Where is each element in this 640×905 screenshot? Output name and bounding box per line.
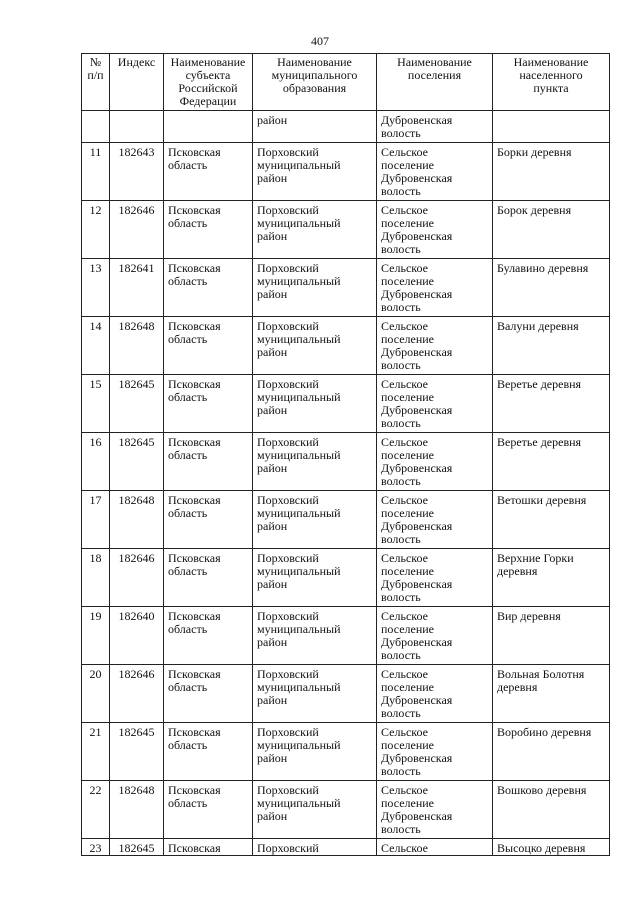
cell-municipality: Порховский муниципальный район (253, 607, 377, 665)
cell-settlement: Сельское поселение Дубровенская волость (377, 375, 493, 433)
cell-locality: Воробино деревня (493, 723, 610, 781)
cell-index: 182645 (110, 433, 164, 491)
cell-locality: Борки деревня (493, 143, 610, 201)
cell-subject: Псковская область (164, 607, 253, 665)
cell-locality: Вольная Болотня деревня (493, 665, 610, 723)
cell-municipality: Порховский муниципальный район (253, 723, 377, 781)
cell-settlement: Сельское поселение Дубровенская волость (377, 607, 493, 665)
cell-subject: Псковская (164, 839, 253, 856)
cell-locality: Ветошки деревня (493, 491, 610, 549)
cell-municipality: Порховский (253, 839, 377, 856)
cell-subject: Псковская область (164, 201, 253, 259)
header-settlement: Наименование поселения (377, 54, 493, 111)
table-row (82, 433, 610, 491)
cell-locality: Веретье деревня (493, 433, 610, 491)
cell-locality: Веретье деревня (493, 375, 610, 433)
table-row (82, 491, 610, 549)
cell-locality (493, 111, 610, 143)
header-municipality: Наименование муниципального образования (253, 54, 377, 111)
table-row-continuation (82, 111, 610, 143)
page-number: 407 (311, 34, 329, 48)
cell-subject: Псковская область (164, 259, 253, 317)
table-row (82, 317, 610, 375)
cell-subject (164, 111, 253, 143)
cell-number: 15 (82, 375, 110, 433)
cell-municipality: Порховский муниципальный район (253, 375, 377, 433)
cell-locality: Валуни деревня (493, 317, 610, 375)
settlements-table (81, 53, 610, 856)
cell-settlement: Сельское поселение Дубровенская волость (377, 259, 493, 317)
cell-subject: Псковская область (164, 433, 253, 491)
cell-municipality: район (253, 111, 377, 143)
table-header-row (82, 54, 610, 111)
cell-municipality: Порховский муниципальный район (253, 259, 377, 317)
cell-number: 21 (82, 723, 110, 781)
cell-subject: Псковская область (164, 143, 253, 201)
cell-number: 14 (82, 317, 110, 375)
cell-index: 182648 (110, 317, 164, 375)
cell-index: 182645 (110, 723, 164, 781)
cell-locality: Вир деревня (493, 607, 610, 665)
header-locality: Наименование населенного пункта (493, 54, 610, 111)
table-row (82, 259, 610, 317)
cell-subject: Псковская область (164, 549, 253, 607)
cell-settlement: Сельское поселение Дубровенская волость (377, 433, 493, 491)
cell-settlement: Сельское поселение Дубровенская волость (377, 143, 493, 201)
cell-index: 182646 (110, 665, 164, 723)
cell-number: 19 (82, 607, 110, 665)
cell-number: 12 (82, 201, 110, 259)
cell-locality: Булавино деревня (493, 259, 610, 317)
cell-settlement: Сельское (377, 839, 493, 856)
table-row-partial (82, 839, 610, 856)
table-row (82, 375, 610, 433)
cell-number: 11 (82, 143, 110, 201)
cell-settlement: Сельское поселение Дубровенская волость (377, 317, 493, 375)
cell-municipality: Порховский муниципальный район (253, 491, 377, 549)
table-row (82, 781, 610, 839)
cell-locality: Вошково деревня (493, 781, 610, 839)
cell-number: 22 (82, 781, 110, 839)
header-subject: Наименование субъекта Российской Федерации (164, 54, 253, 111)
cell-number: 20 (82, 665, 110, 723)
cell-municipality: Порховский муниципальный район (253, 665, 377, 723)
cell-number: 23 (82, 839, 110, 856)
cell-index: 182640 (110, 607, 164, 665)
cell-subject: Псковская область (164, 781, 253, 839)
cell-index (110, 111, 164, 143)
cell-number: 18 (82, 549, 110, 607)
cell-settlement: Дубровенская волость (377, 111, 493, 143)
cell-municipality: Порховский муниципальный район (253, 433, 377, 491)
table-row (82, 201, 610, 259)
cell-index: 182646 (110, 549, 164, 607)
cell-index: 182641 (110, 259, 164, 317)
cell-locality: Борок деревня (493, 201, 610, 259)
cell-number: 16 (82, 433, 110, 491)
cell-index: 182648 (110, 781, 164, 839)
cell-index: 182643 (110, 143, 164, 201)
table-row (82, 549, 610, 607)
cell-locality: Высоцко деревня (493, 839, 610, 856)
cell-municipality: Порховский муниципальный район (253, 143, 377, 201)
cell-municipality: Порховский муниципальный район (253, 781, 377, 839)
cell-settlement: Сельское поселение Дубровенская волость (377, 723, 493, 781)
cell-locality: Верхние Горки деревня (493, 549, 610, 607)
cell-index: 182648 (110, 491, 164, 549)
table-row (82, 607, 610, 665)
cell-subject: Псковская область (164, 375, 253, 433)
table-row (82, 143, 610, 201)
cell-settlement: Сельское поселение Дубровенская волость (377, 781, 493, 839)
cell-subject: Псковская область (164, 665, 253, 723)
cell-settlement: Сельское поселение Дубровенская волость (377, 549, 493, 607)
cell-index: 182645 (110, 839, 164, 856)
header-number: № п/п (82, 54, 110, 111)
cell-municipality: Порховский муниципальный район (253, 201, 377, 259)
cell-subject: Псковская область (164, 723, 253, 781)
cell-settlement: Сельское поселение Дубровенская волость (377, 201, 493, 259)
cell-settlement: Сельское поселение Дубровенская волость (377, 491, 493, 549)
table-row (82, 723, 610, 781)
cell-number: 17 (82, 491, 110, 549)
cell-municipality: Порховский муниципальный район (253, 317, 377, 375)
cell-number: 13 (82, 259, 110, 317)
cell-subject: Псковская область (164, 491, 253, 549)
cell-municipality: Порховский муниципальный район (253, 549, 377, 607)
cell-index: 182646 (110, 201, 164, 259)
cell-settlement: Сельское поселение Дубровенская волость (377, 665, 493, 723)
header-index: Индекс (110, 54, 164, 111)
cell-subject: Псковская область (164, 317, 253, 375)
table-row (82, 665, 610, 723)
cell-number (82, 111, 110, 143)
cell-index: 182645 (110, 375, 164, 433)
